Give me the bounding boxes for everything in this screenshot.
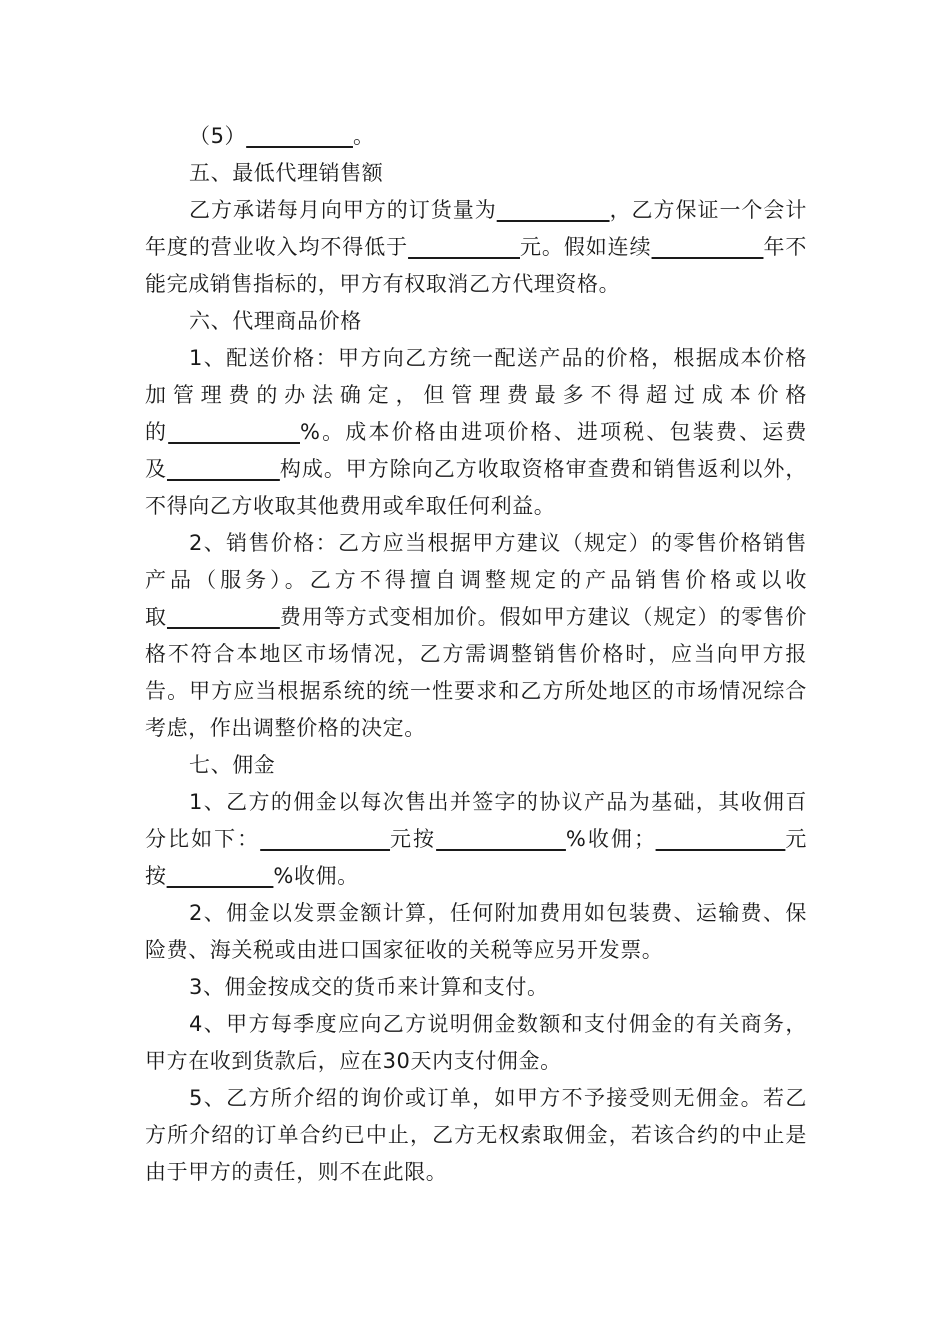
blank-fill-line: [408, 235, 520, 259]
document-body: [145, 118, 807, 1191]
blank-fill-line: [436, 827, 566, 851]
paragraph-commission-2: 2、佣金以发票金额计算，任何附加费用如包装费、运输费、保险费、海关税或由进口国家征收的关税等应另开发票。: [145, 901, 807, 962]
paragraph-commission-3: 3、佣金按成交的货币来计算和支付。: [189, 975, 549, 999]
blank-fill-line: [497, 198, 610, 222]
blank-fill-line: [652, 235, 764, 259]
blank-fill-line: [167, 864, 274, 888]
blank-fill-line: [167, 605, 280, 629]
blank-fill-line: [656, 827, 786, 851]
blank-fill-line: [260, 827, 390, 851]
paragraph-commission-5: 5、乙方所介绍的询价或订单，如甲方不予接受则无佣金。若乙方所介绍的订单合约已中止，乙方无权索取佣金，若该合约的中止是由于甲方的责任，则不在此限。: [145, 1086, 807, 1184]
paragraph-item-5: （5） 。: [189, 124, 375, 148]
paragraph-sales-price: 2、销售价格：乙方应当根据甲方建议（规定）的零售价格销售产品（服务）。乙方不得擅自调整规定的产品销售价格或以收取 费用等方式变相加价。假如甲方建议（规定）的零售价格不符合本地区市场情况，乙方需调整销售价格时，应当向甲方报告。甲方应当根据系统的统一性要求和乙方所处地区的市场情况综合考虑，作出调整价格的决定。: [145, 531, 807, 740]
section-heading-commission: 七、佣金: [189, 753, 276, 777]
paragraph-commission-1: 1、乙方的佣金以每次售出并签字的协议产品为基础，其收佣百分比如下： 元按 %收佣； 元按 %收佣。: [145, 790, 807, 888]
section-heading-product-price: 六、代理商品价格: [189, 309, 362, 333]
paragraph-commission-4: 4、甲方每季度应向乙方说明佣金数额和支付佣金的有关商务，甲方在收到货款后，应在30天内支付佣金。: [145, 1012, 807, 1073]
paragraph-delivery-price: 1、配送价格：甲方向乙方统一配送产品的价格，根据成本价格加管理费的办法确定，但管理费最多不得超过成本价格的 %。成本价格由进项价格、进项税、包装费、运费及 构成。甲方除向乙方收取资格审查费和销售返利以外，不得向乙方收取其他费用或牟取任何利益。: [145, 346, 807, 518]
blank-fill-line: [167, 457, 280, 481]
paragraph-minimum-sales: 乙方承诺每月向甲方的订货量为 ，乙方保证一个会计年度的营业收入均不得低于 元。假如连续 年不能完成销售指标的，甲方有权取消乙方代理资格。: [145, 198, 807, 296]
blank-fill-line: [168, 420, 300, 444]
section-heading-minimum-sales: 五、最低代理销售额: [189, 161, 384, 185]
blank-fill-line: [246, 124, 353, 148]
